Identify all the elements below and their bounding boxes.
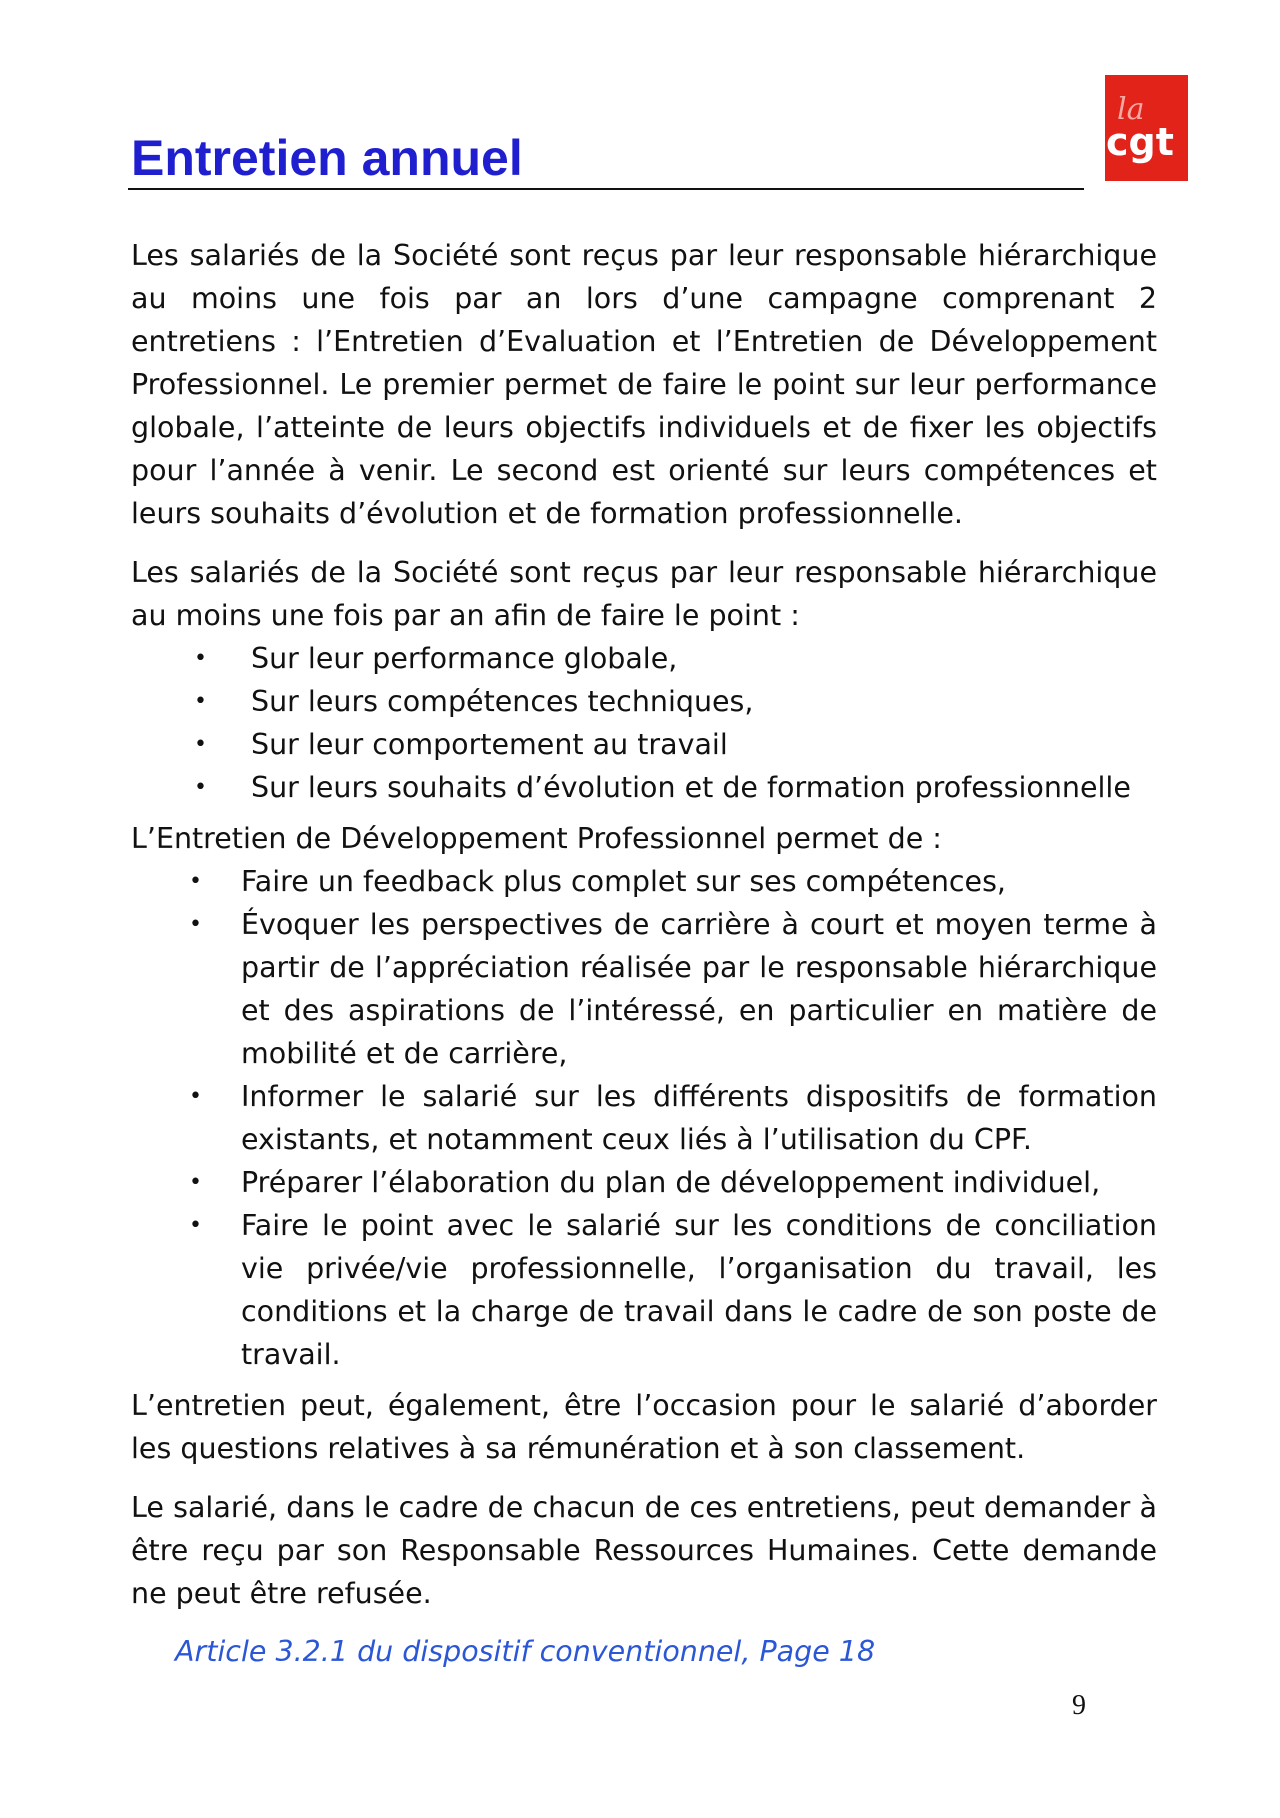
list-item	[131, 1204, 1157, 1376]
list-item-text: Sur leurs souhaits d’évolution et de formation professionnelle	[251, 771, 1131, 804]
points-list	[131, 637, 1157, 809]
edp-list	[131, 860, 1157, 1376]
list-item	[131, 1161, 1157, 1204]
paragraph-rh-request: Le salarié, dans le cadre de chacun de ces entretiens, peut demander à être reçu par son Responsable Ressources Humaines. Cette demande ne peut être refusée.	[131, 1491, 1157, 1610]
title-underline	[128, 188, 1084, 190]
list-item	[131, 903, 1157, 1075]
list-item	[131, 860, 1157, 903]
list-item-text: Sur leur comportement au travail	[251, 728, 728, 761]
paragraph-remuneration: L’entretien peut, également, être l’occasion pour le salarié d’aborder les questions relatives à sa rémunération et à son classement.	[131, 1389, 1157, 1465]
list-item-text: Faire le point avec le salarié sur les conditions de conciliation vie privée/vie professionnelle, l’organisation du travail, les conditions et la charge de travail dans le cadre de son poste de travail.	[241, 1209, 1157, 1371]
list-item-text: Sur leurs compétences techniques,	[251, 685, 754, 718]
cgt-logo-graphic	[1105, 75, 1188, 181]
logo-small-text: la	[1117, 92, 1145, 127]
list-item	[131, 723, 1157, 766]
bullet-icon: •	[189, 912, 202, 937]
list-item	[131, 1075, 1157, 1161]
bullet-icon: •	[194, 689, 207, 714]
cgt-logo	[1105, 75, 1188, 181]
list-item	[131, 637, 1157, 680]
logo-large-text: cgt	[1106, 120, 1174, 164]
paragraph-points-intro: Les salariés de la Société sont reçus par leur responsable hiérarchique au moins une fois par an afin de faire le point :	[131, 556, 1157, 632]
article-reference: Article 3.2.1 du dispositif conventionnel, Page 18	[175, 1635, 876, 1668]
paragraph-intro: Les salariés de la Société sont reçus par leur responsable hiérarchique au moins une fois par an lors d’une campagne comprenant 2 entretiens : l’Entretien d’Evaluation et l’Entretien de Développement Professionnel. Le premier permet de faire le point sur leur performance globale, l’atteinte de leurs objectifs individuels et de fixer les objectifs pour l’année à venir. Le second est orienté sur leurs compétences et leurs souhaits d’évolution et de formation professionnelle.	[131, 239, 1157, 530]
list-item-text: Faire un feedback plus complet sur ses compétences,	[241, 865, 1006, 898]
list-item	[131, 680, 1157, 723]
bullet-icon: •	[194, 732, 207, 757]
list-item	[131, 766, 1157, 809]
list-item-text: Informer le salarié sur les différents dispositifs de formation existants, et notamment ceux liés à l’utilisation du CPF.	[241, 1080, 1157, 1156]
bullet-icon: •	[189, 869, 202, 894]
bullet-icon: •	[194, 775, 207, 800]
page-number: 9	[1072, 1690, 1086, 1721]
bullet-icon: •	[189, 1170, 202, 1195]
bullet-icon: •	[189, 1084, 202, 1109]
document-body	[131, 234, 1157, 1631]
list-item-text: Sur leur performance globale,	[251, 642, 678, 675]
paragraph-edp-intro: L’Entretien de Développement Professionnel permet de :	[131, 822, 942, 855]
list-item-text: Préparer l’élaboration du plan de développement individuel,	[241, 1166, 1101, 1199]
bullet-icon: •	[194, 646, 207, 671]
bullet-icon: •	[189, 1213, 202, 1238]
page-title: Entretien annuel	[131, 130, 523, 186]
list-item-text: Évoquer les perspectives de carrière à court et moyen terme à partir de l’appréciation réalisée par le responsable hiérarchique et des aspirations de l’intéressé, en particulier en matière de mobilité et de carrière,	[241, 908, 1157, 1070]
